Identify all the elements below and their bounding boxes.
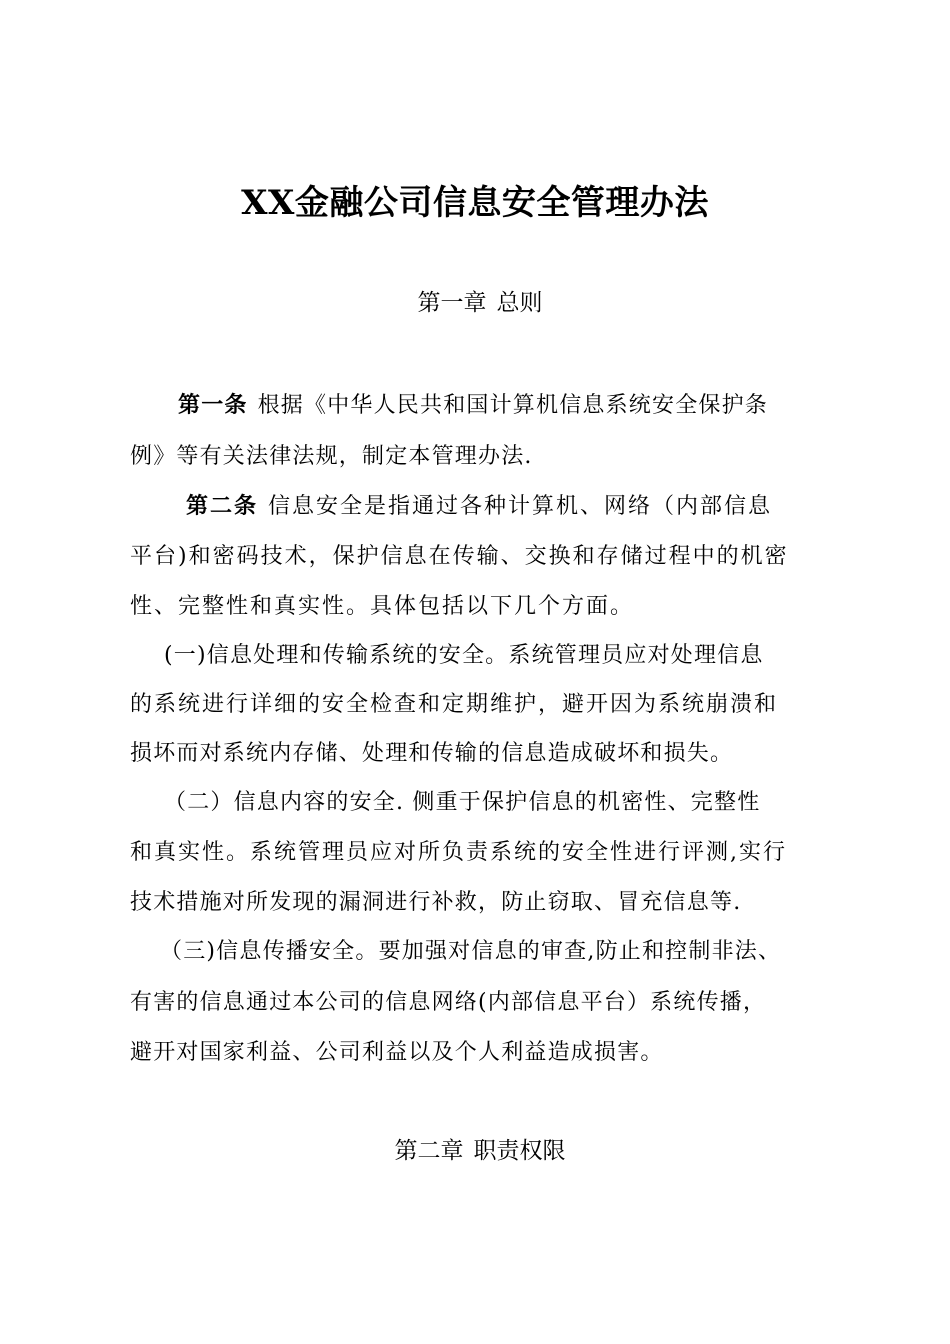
- article-1-line-2: 例》等有关法律法规，制定本管理办法.: [130, 444, 533, 469]
- chapter-1-heading: [0, 286, 950, 320]
- item-3-line-3: 避开对国家利益、公司利益以及个人利益造成损害。: [130, 1040, 664, 1065]
- document-title: XX金融公司信息安全管理办法: [241, 183, 709, 223]
- chapter-2-name: 职责权限: [473, 1138, 566, 1164]
- article-1-text-1: 根据《中华人民共和国计算机信息系统安全保护条: [257, 393, 769, 418]
- article-2-line-2: 平台)和密码技术，保护信息在传输、交换和存储过程中的机密: [130, 544, 789, 569]
- article-2-lead: 第二条: [186, 494, 259, 519]
- chapter-1-label: 第一章: [417, 290, 487, 316]
- item-1-line-1: (一)信息处理和传输系统的安全。系统管理员应对处理信息: [164, 643, 764, 668]
- chapter-1-name: 总则: [496, 290, 543, 316]
- item-1-line-2: 的系统进行详细的安全检查和定期维护，避开因为系统崩溃和: [130, 692, 779, 717]
- item-2-line-2: 和真实性。系统管理员应对所负责系统的安全性进行评测,实行: [130, 840, 787, 865]
- item-3-line-1: （三)信息传播安全。要加强对信息的审查,防止和控制非法、: [160, 939, 782, 964]
- chapter-2-heading: [0, 1134, 950, 1168]
- article-2-text-1: 信息安全是指通过各种计算机、网络（内部信息: [268, 494, 773, 519]
- item-2-line-3: 技术措施对所发现的漏洞进行补救，防止窃取、冒充信息等.: [130, 890, 742, 915]
- item-2-line-1: （二）信息内容的安全. 侧重于保护信息的机密性、完整性: [164, 790, 761, 815]
- article-2-line-3: 性、完整性和真实性。具体包括以下几个方面。: [130, 594, 635, 619]
- article-1-lead: 第一条: [178, 393, 248, 418]
- item-3-line-2: 有害的信息通过本公司的信息网络(内部信息平台）系统传播，: [130, 990, 767, 1015]
- article-2-line-1: [186, 490, 846, 524]
- item-1-line-3: 损坏而对系统内存储、处理和传输的信息造成破坏和损失。: [130, 741, 734, 766]
- article-1-line-1: [178, 389, 838, 423]
- chapter-2-label: 第二章: [394, 1138, 464, 1164]
